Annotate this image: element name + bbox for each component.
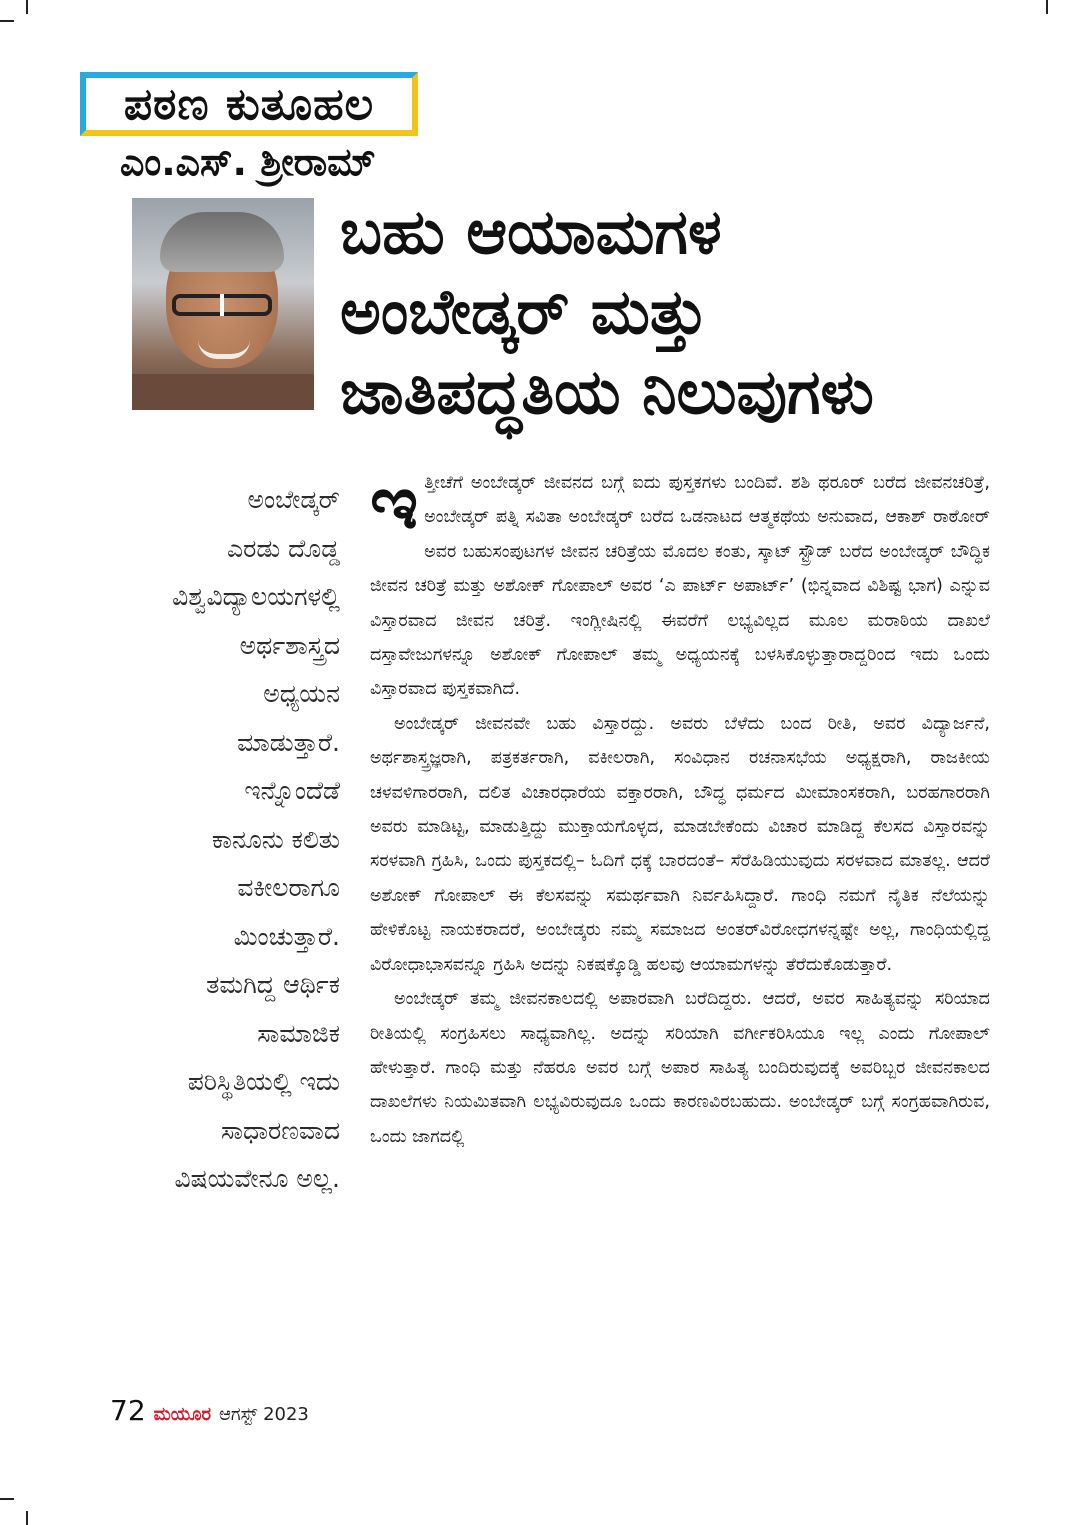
column-name: ಪಠಣ ಕುತೂಹಲ [123, 78, 375, 130]
article-paragraph: ಅಂಬೇಡ್ಕರ್ ಜೀವನವೇ ಬಹು ವಿಸ್ತಾರದ್ದು. ಅವರು ಬೆಳೆದು ಬಂದ ರೀತಿ, ಅವರ ವಿದ್ಯಾರ್ಜನೆ, ಅರ್ಥಶಾಸ್ತ್ರಜ್ಞರಾಗಿ, ಪತ್ರಕರ್ತರಾಗಿ, ವಕೀಲರಾಗಿ, ಸಂವಿಧಾನ ರಚನಾಸಭೆಯ ಅಧ್ಯಕ್ಷರಾಗಿ, ರಾಜಕೀಯ ಚಳವಳಿಗಾರರಾಗಿ, ದಲಿತ ವಿಚಾರಧಾರೆಯ ವಕ್ತಾರರಾಗಿ, ಬೌದ್ಧ ಧರ್ಮದ ಮೀಮಾಂಸಕರಾಗಿ, ಬರಹಗಾರರಾಗಿ ಅವರು ಮಾಡಿಟ್ಟ, ಮಾಡುತ್ತಿದ್ದು ಮುಕ್ತಾಯಗೊಳ್ಳದ, ಮಾಡಬೇಕೆಂದು ವಿಚಾರ ಮಾಡಿದ್ದ ಕೆಲಸದ ವಿಸ್ತಾರವನ್ನು ಸರಳವಾಗಿ ಗ್ರಹಿಸಿ, ಒಂದು ಪುಸ್ತಕದಲ್ಲಿ– ಓದಿಗೆ ಧಕ್ಕೆ ಬಾರದಂತೆ– ಸೆರೆಹಿಡಿಯುವುದು ಸರಳವಾದ ಮಾತಲ್ಲ. ಆದರೆ ಅಶೋಕ್ ಗೋಪಾಲ್ ಈ ಕೆಲಸವನ್ನು ಸಮರ್ಥವಾಗಿ ನಿರ್ವಹಿಸಿದ್ದಾರೆ. ಗಾಂಧಿ ನಮಗೆ ನೈತಿಕ ನೆಲೆಯನ್ನು ಹೇಳಿಕೊಟ್ಟ ನಾಯಕರಾದರೆ, ಅಂಬೇಡ್ಕರು ನಮ್ಮ ಸಮಾಜದ ಅಂತರ್‌ವಿರೋಧಗಳನ್ನಷ್ಟೇ ಅಲ್ಲ, ಗಾಂಧಿಯಲ್ಲಿದ್ದ ವಿರೋಧಾಭಾಸವನ್ನೂ ಗ್ರಹಿಸಿ ಅದನ್ನು ನಿಕಷಕ್ಕೊಡ್ಡಿ ಹಲವು ಆಯಾಮಗಳನ್ನು ತೆರೆದುಕೊಡುತ್ತಾರೆ. [370, 713, 990, 975]
pull-quote-line: ವಕೀಲರಾಗೂ [237, 873, 340, 902]
article-paragraph [370, 460, 990, 707]
crop-mark [0, 1498, 14, 1500]
author-photo [132, 198, 314, 410]
headline-line: ಜಾತಿಪದ್ಧತಿಯ ನಿಲುವುಗಳು [340, 355, 874, 428]
crop-mark [26, 0, 28, 14]
pull-quote-line: ಅರ್ಥಶಾಸ್ತ್ರದ [239, 630, 340, 660]
author-name: ಎಂ.ಎಸ್. ಶ್ರೀರಾಮ್ [120, 140, 376, 184]
page-footer [110, 1394, 309, 1427]
page-number: 72 [110, 1394, 146, 1427]
pull-quote-line: ಎರಡು ದೊಡ್ಡ [227, 533, 340, 563]
pull-quote [100, 476, 340, 1204]
crop-mark [0, 20, 14, 22]
pull-quote-line: ಕಾನೂನು ಕಲಿತು [211, 824, 340, 854]
drop-cap: ಇ [370, 460, 419, 546]
column-label-box [80, 72, 418, 136]
crop-mark [1046, 0, 1048, 14]
headline [340, 192, 1040, 432]
pull-quote-line: ಅಧ್ಯಯನ [263, 679, 340, 708]
article-body [370, 460, 990, 1154]
pull-quote-line: ಮಿಂಚುತ್ತಾರೆ. [233, 921, 340, 951]
pull-quote-line: ವಿಶ್ವವಿದ್ಯಾಲಯಗಳಲ್ಲಿ [172, 582, 340, 611]
headline-line: ಬಹು ಆಯಾಮಗಳ [340, 195, 722, 268]
pull-quote-line: ಮಾಡುತ್ತಾರೆ. [237, 727, 340, 757]
magazine-name: ಮಯೂರ [153, 1404, 212, 1425]
paragraph-text: ತ್ತೀಚೆಗೆ ಅಂಬೇಡ್ಕರ್ ಜೀವನದ ಬಗ್ಗೆ ಐದು ಪುಸ್ತಕಗಳು ಬಂದಿವೆ. ಶಶಿ ಥರೂರ್ ಬರೆದ ಜೀವನಚರಿತ್ರೆ, ಅಂಬೇಡ್ಕರ್ ಪತ್ನಿ ಸವಿತಾ ಅಂಬೇಡ್ಕರ್ ಬರೆದ ಒಡನಾಟದ ಆತ್ಮಕಥೆಯ ಅನುವಾದ, ಆಕಾಶ್ ರಾಠೋರ್ ಅವರ ಬಹುಸಂಪುಟಗಳ ಜೀವನ ಚರಿತ್ರೆಯ ಮೊದಲ ಕಂತು, ಸ್ಕಾಟ್ ಸ್ಟ್ರೌಡ್ ಬರೆದ ಅಂಬೇಡ್ಕರ್ ಬೌದ್ಧಿಕ ಜೀವನ ಚರಿತ್ರೆ ಮತ್ತು ಅಶೋಕ್ ಗೋಪಾಲ್ ಅವರ ‘ಎ ಪಾರ್ಟ್ ಅಪಾರ್ಟ್’ (ಭಿನ್ನವಾದ ವಿಶಿಷ್ಟ ಭಾಗ) ಎನ್ನುವ ವಿಸ್ತಾರವಾದ ಜೀವನ ಚರಿತ್ರೆ. ಇಂಗ್ಲೀಷಿನಲ್ಲಿ ಈವರೆಗೆ ಲಭ್ಯವಿಲ್ಲದ ಮೂಲ ಮರಾಠಿಯ ದಾಖಲೆ ದಸ್ತಾವೇಜುಗಳನ್ನೂ ಅಶೋಕ್ ಗೋಪಾಲ್ ತಮ್ಮ ಅಧ್ಯಯನಕ್ಕೆ ಬಳಸಿಕೊಳ್ಳುತ್ತಾರಾದ್ದರಿಂದ ಇದು ಒಂದು ವಿಸ್ತಾರವಾದ ಪುಸ್ತಕವಾಗಿದೆ. [370, 473, 990, 700]
crop-mark [26, 1511, 28, 1525]
pull-quote-line: ಅಂಬೇಡ್ಕರ್ [247, 485, 340, 514]
pull-quote-line: ಪರಿಸ್ಥಿತಿಯಲ್ಲಿ ಇದು [187, 1067, 340, 1096]
issue-date: ಆಗಸ್ಟ್ 2023 [219, 1404, 309, 1425]
headline-line: ಅಂಬೇಡ್ಕರ್ ಮತ್ತು [340, 275, 708, 348]
pull-quote-line: ಸಾಧಾರಣವಾದ [220, 1115, 340, 1145]
pull-quote-line: ವಿಷಯವೇನೂ ಅಲ್ಲ. [174, 1164, 340, 1193]
article-paragraph: ಅಂಬೇಡ್ಕರ್ ತಮ್ಮ ಜೀವನಕಾಲದಲ್ಲಿ ಅಪಾರವಾಗಿ ಬರೆದಿದ್ದರು. ಆದರೆ, ಅವರ ಸಾಹಿತ್ಯವನ್ನು ಸರಿಯಾದ ರೀತಿಯಲ್ಲಿ ಸಂಗ್ರಹಿಸಲು ಸಾಧ್ಯವಾಗಿಲ್ಲ. ಅದನ್ನು ಸರಿಯಾಗಿ ವರ್ಗೀಕರಿಸಿಯೂ ಇಲ್ಲ ಎಂದು ಗೋಪಾಲ್ ಹೇಳುತ್ತಾರೆ. ಗಾಂಧಿ ಮತ್ತು ನೆಹರೂ ಅವರ ಬಗ್ಗೆ ಅಪಾರ ಸಾಹಿತ್ಯ ಬಂದಿರುವುದಕ್ಕೆ ಅವರಿಬ್ಬರ ಜೀವನಕಾಲದ ದಾಖಲೆಗಳು ನಿಯಮಿತವಾಗಿ ಲಭ್ಯವಿರುವುದೂ ಒಂದು ಕಾರಣವಿರಬಹುದು. ಅಂಬೇಡ್ಕರ್ ಬಗ್ಗೆ ಸಂಗ್ರಹವಾಗಿರುವ, ಒಂದು ಜಾಗದಲ್ಲಿ [370, 989, 990, 1147]
pull-quote-line: ಸಾಮಾಜಿಕ [257, 1018, 340, 1048]
pull-quote-line: ತಮಗಿದ್ದ ಆರ್ಥಿಕ [206, 970, 340, 999]
pull-quote-line: ಇನ್ನೊಂದೆಡೆ [244, 776, 340, 805]
